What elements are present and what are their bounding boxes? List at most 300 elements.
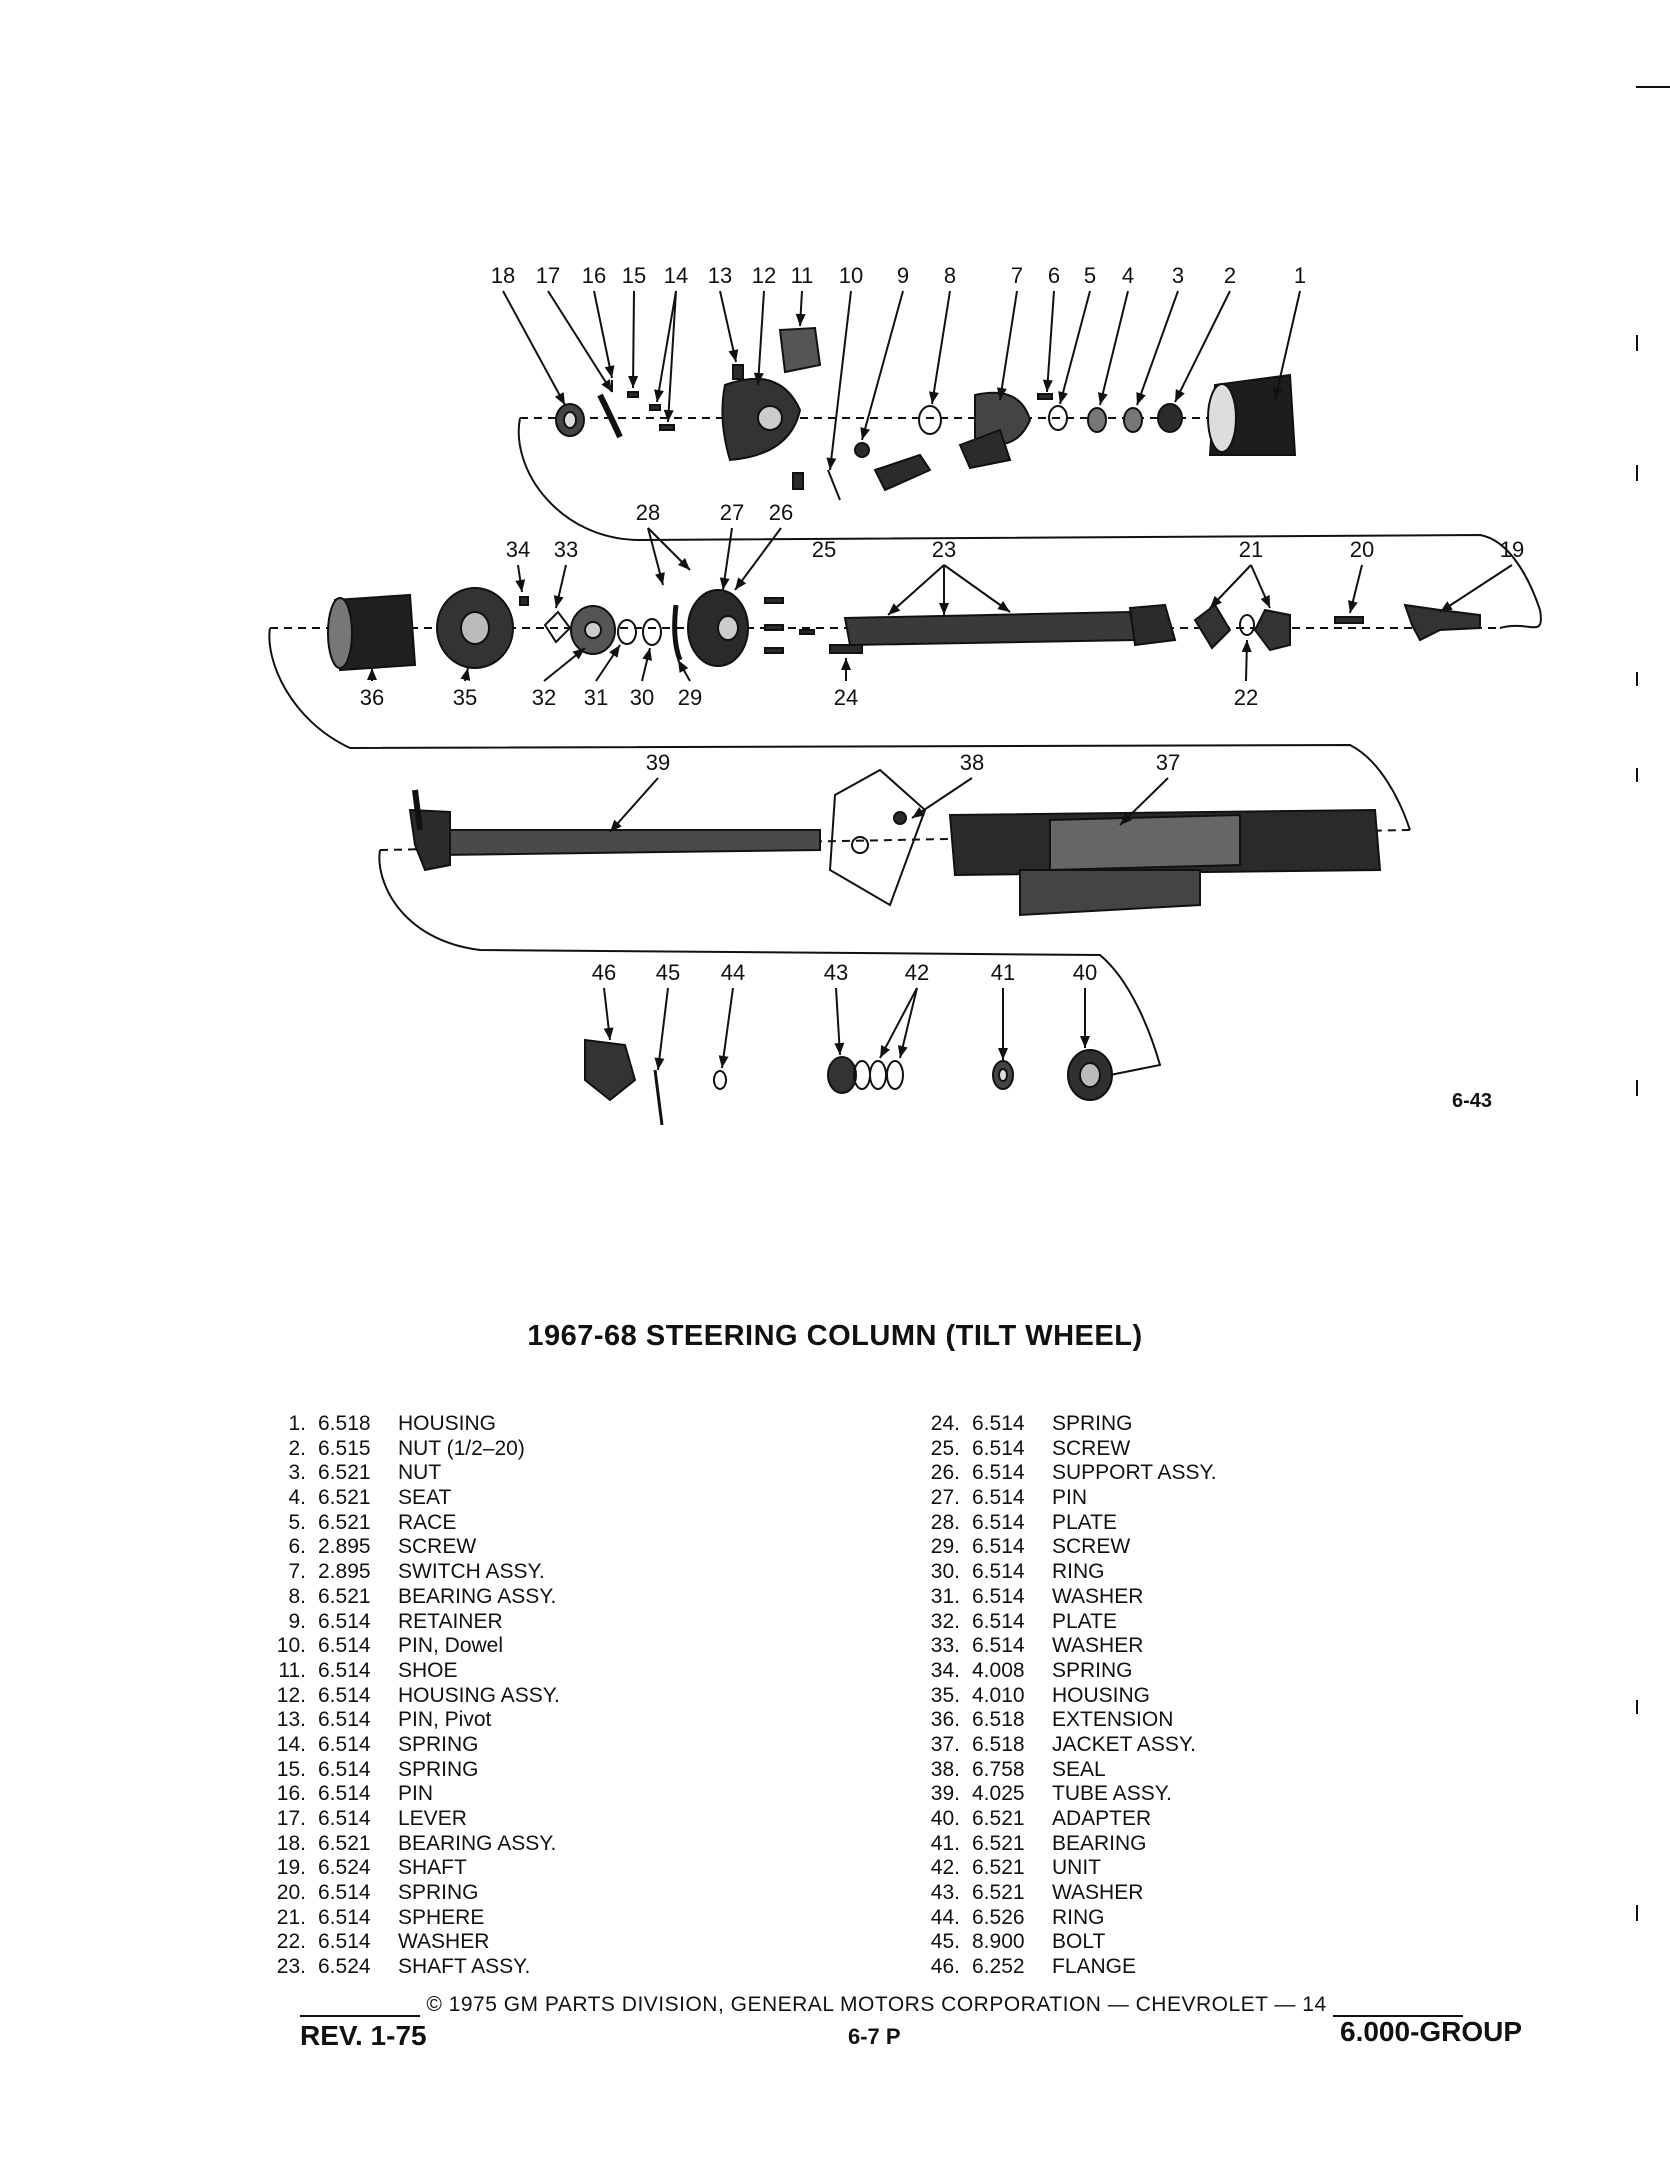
part-number: 40. <box>930 1807 960 1830</box>
part-20-spring <box>1335 617 1363 623</box>
part-group-code: 6.521 <box>318 1510 371 1534</box>
part-group-code: 6.514 <box>318 1708 371 1732</box>
part-24-spring <box>830 645 862 653</box>
figure-code: 6-43 <box>1452 1090 1493 1112</box>
callout-leader <box>758 291 764 385</box>
part-name: SPRING <box>398 1757 479 1781</box>
part-number: 1. <box>288 1412 306 1435</box>
part-name: RETAINER <box>398 1609 503 1633</box>
callout-leader <box>944 565 1010 612</box>
part-name: SPHERE <box>398 1905 485 1929</box>
part-41-bearing <box>993 1061 1013 1089</box>
part-number: 25. <box>930 1436 960 1460</box>
parts-list-row <box>916 1684 1217 1709</box>
part-6-screw <box>1038 394 1052 399</box>
parts-list-row <box>916 1486 1217 1511</box>
callout-arrowhead <box>939 603 949 615</box>
part-number: 28. <box>930 1510 960 1534</box>
part-number: 24. <box>930 1412 960 1435</box>
callout-arrowhead <box>929 391 939 404</box>
part-group-code: 6.514 <box>318 1683 371 1707</box>
part-name: HOUSING ASSY. <box>398 1683 560 1707</box>
revision-label: REV. 1-75 <box>300 2020 427 2051</box>
callout-leader <box>633 291 634 388</box>
parts-list-row <box>916 1634 1217 1659</box>
parts-list-row <box>916 1733 1217 1758</box>
callout-arrowhead <box>834 1043 844 1055</box>
callout-label: 45 <box>655 960 681 985</box>
callout-label: 41 <box>990 960 1016 985</box>
part-name: PIN <box>398 1782 434 1806</box>
callout-label: 35 <box>452 685 478 710</box>
part-7-switch <box>960 393 1030 468</box>
callout-leader <box>1060 291 1090 404</box>
part-name: WASHER <box>1052 1634 1144 1658</box>
part-34-spring <box>520 597 528 605</box>
callout-label: 3 <box>1171 263 1185 288</box>
callout-label: 7 <box>1010 263 1024 288</box>
callout-label: 25 <box>811 537 837 562</box>
callout-label: 13 <box>707 263 733 288</box>
part-number: 39. <box>930 1782 960 1806</box>
part-11-shoe <box>780 328 820 372</box>
part-number: 46. <box>930 1955 960 1979</box>
parts-list-row <box>916 1610 1217 1635</box>
part-group-code: 6.514 <box>972 1535 1025 1559</box>
part-group-code: 6.521 <box>318 1831 371 1855</box>
parts-list-row <box>916 1807 1217 1832</box>
part-number: 26. <box>930 1461 960 1485</box>
part-15-spring <box>628 392 638 397</box>
part-group-code: 6.758 <box>972 1757 1025 1781</box>
callout-label: 16 <box>581 263 607 288</box>
part-name: UNIT <box>1052 1856 1101 1880</box>
callout-arrowhead <box>460 668 470 681</box>
part-18-bearing <box>556 404 584 436</box>
part-group-code: 8.900 <box>972 1930 1025 1954</box>
part-number: 3. <box>288 1461 306 1485</box>
part-name: SCREW <box>398 1535 477 1559</box>
part-name: SEAL <box>1052 1757 1106 1781</box>
parts-list-row <box>262 1955 560 1980</box>
callout-leader <box>932 291 950 404</box>
part-group-code: 6.521 <box>318 1486 371 1510</box>
part-name: WASHER <box>398 1930 490 1954</box>
callout-label: 30 <box>629 685 655 710</box>
part-number: 45. <box>930 1930 960 1954</box>
part-group-code: 6.521 <box>972 1807 1025 1830</box>
callout-arrowhead <box>720 577 730 590</box>
edge-mark <box>1636 335 1638 351</box>
footer-copyright: © 1975 GM PARTS DIVISION, GENERAL MOTORS CORPORATION — CHEVROLET — 14 <box>426 1993 1327 2016</box>
callout-arrowhead <box>601 379 612 392</box>
callout-label: 33 <box>553 537 579 562</box>
callout-label: 11 <box>790 263 814 288</box>
callout-leader <box>862 291 903 440</box>
callout-arrowhead <box>609 645 620 658</box>
callout-label: 12 <box>751 263 777 288</box>
part-name: SPRING <box>398 1732 479 1756</box>
parts-list-row <box>262 1856 560 1881</box>
part-44-ring <box>714 1071 726 1089</box>
part-31-washer <box>618 620 636 644</box>
part-number: 7. <box>288 1560 306 1584</box>
parts-list-row <box>262 1437 560 1462</box>
part-35-housing <box>437 588 513 668</box>
parts-list-row <box>262 1881 560 1906</box>
part-9-retainer <box>855 443 930 490</box>
callout-label: 31 <box>583 685 609 710</box>
parts-list-row <box>262 1461 560 1486</box>
part-number: 27. <box>930 1486 960 1510</box>
callout-label: 32 <box>531 685 557 710</box>
callout-arrowhead <box>841 658 851 670</box>
callout-arrowhead <box>826 457 836 470</box>
part-group-code: 6.514 <box>972 1510 1025 1534</box>
part-group-code: 6.514 <box>972 1436 1025 1460</box>
callout-label: 42 <box>904 960 930 985</box>
parts-list-row <box>916 1906 1217 1931</box>
parts-list-row <box>916 1560 1217 1585</box>
edge-mark <box>1636 465 1638 481</box>
callout-arrowhead <box>1242 640 1252 652</box>
part-name: BOLT <box>1052 1930 1106 1954</box>
callout-label: 26 <box>768 500 794 525</box>
parts-list-row <box>262 1832 560 1857</box>
parts-list-row <box>262 1684 560 1709</box>
edge-mark <box>1636 672 1638 686</box>
callout-leader <box>1000 291 1017 400</box>
parts-list-row <box>262 1807 560 1832</box>
part-number: 31. <box>930 1584 960 1608</box>
part-group-code: 6.514 <box>972 1560 1025 1584</box>
parts-list-row <box>916 1881 1217 1906</box>
part-12-housing <box>722 379 800 460</box>
callout-arrowhead <box>1043 380 1053 392</box>
part-number: 15. <box>276 1757 306 1781</box>
part-group-code: 6.514 <box>318 1881 371 1905</box>
part-number: 12. <box>276 1683 306 1707</box>
part-name: TUBE ASSY. <box>1052 1782 1172 1806</box>
callout-arrowhead <box>1080 1036 1090 1048</box>
part-group-code: 6.524 <box>318 1955 371 1979</box>
part-number: 43. <box>930 1881 960 1905</box>
part-number: 36. <box>930 1708 960 1732</box>
group-label: 6.000-GROUP <box>1340 2016 1523 2047</box>
part-number: 23. <box>276 1955 306 1979</box>
callout-label: 1 <box>1293 263 1307 288</box>
callout-label: 4 <box>1121 263 1135 288</box>
part-number: 11. <box>278 1658 306 1682</box>
callout-arrowhead <box>515 579 525 592</box>
part-name: EXTENSION <box>1052 1708 1174 1732</box>
part-group-code: 6.524 <box>318 1856 371 1880</box>
part-45-bolt <box>655 1070 662 1125</box>
part-name: ADAPTER <box>1052 1807 1152 1830</box>
part-name: SHAFT ASSY. <box>398 1955 531 1979</box>
callout-label: 43 <box>823 960 849 985</box>
part-number: 8. <box>288 1584 306 1608</box>
callout-arrowhead <box>997 601 1010 612</box>
part-group-code: 4.025 <box>972 1782 1025 1806</box>
callout-arrowhead <box>654 389 664 402</box>
part-group-code: 2.895 <box>318 1535 371 1559</box>
part-name: SPRING <box>1052 1412 1133 1435</box>
part-28-plate <box>675 605 680 660</box>
callout-arrowhead <box>664 410 674 422</box>
parts-list-row <box>262 1930 560 1955</box>
part-group-code: 6.521 <box>972 1856 1025 1880</box>
callout-arrowhead <box>719 1055 729 1068</box>
callout-leader <box>1137 291 1178 405</box>
callout-label: 34 <box>505 537 531 562</box>
part-name: PIN <box>1052 1486 1088 1510</box>
part-number: 2. <box>288 1436 306 1460</box>
part-group-code: 6.521 <box>972 1881 1025 1905</box>
page-title: 1967-68 STEERING COLUMN (TILT WHEEL) <box>527 1320 1143 1352</box>
part-number: 18. <box>276 1831 306 1855</box>
part-group-code: 6.514 <box>318 1609 371 1633</box>
callout-arrowhead <box>367 668 377 680</box>
parts-list-row <box>262 1486 560 1511</box>
parts-list-row <box>916 1856 1217 1881</box>
parts-list-row <box>916 1511 1217 1536</box>
callout-label: 18 <box>490 263 516 288</box>
parts-list-row <box>916 1461 1217 1486</box>
part-43-washer <box>828 1057 856 1093</box>
footer-copyright-line <box>300 1993 1536 2017</box>
callout-label: 14 <box>663 263 689 288</box>
callout-arrowhead <box>898 1045 908 1058</box>
callout-label: 36 <box>359 685 385 710</box>
parts-list-row <box>262 1535 560 1560</box>
callout-leader <box>594 291 612 378</box>
callout-leader <box>503 291 565 405</box>
parts-list-row <box>916 1585 1217 1610</box>
callout-label: 8 <box>943 263 957 288</box>
part-name: BEARING <box>1052 1831 1147 1855</box>
callout-label: 39 <box>645 750 671 775</box>
part-group-code: 6.514 <box>318 1930 371 1954</box>
part-name: LEVER <box>398 1807 467 1830</box>
part-group-code: 6.514 <box>318 1658 371 1682</box>
part-17-lever <box>600 395 620 437</box>
part-8-bearing <box>919 406 941 434</box>
part-illustrations <box>328 328 1480 1125</box>
part-38-seal <box>830 770 925 905</box>
edge-mark <box>1636 1700 1638 1714</box>
part-name: RACE <box>398 1510 457 1534</box>
part-29-screws <box>765 598 783 653</box>
callout-arrowhead <box>654 1057 664 1070</box>
part-name: SUPPORT ASSY. <box>1052 1461 1217 1485</box>
part-name: PIN, Dowel <box>398 1634 504 1658</box>
part-name: HOUSING <box>1052 1683 1151 1707</box>
callout-leader <box>548 291 612 392</box>
part-42-unit <box>854 1061 903 1089</box>
part-group-code: 4.010 <box>972 1683 1025 1707</box>
callout-arrowhead <box>642 648 652 661</box>
part-3-nut <box>1124 408 1142 432</box>
part-name: WASHER <box>1052 1881 1144 1905</box>
parts-list-row <box>916 1758 1217 1783</box>
part-name: WASHER <box>1052 1584 1144 1608</box>
callout-label: 10 <box>838 263 864 288</box>
part-number: 37. <box>930 1732 960 1756</box>
parts-list-row <box>916 1535 1217 1560</box>
callout-label: 29 <box>677 685 703 710</box>
callout-leader <box>1047 291 1054 392</box>
part-name: SHAFT <box>398 1856 467 1880</box>
part-name: SCREW <box>1052 1436 1131 1460</box>
part-group-code: 6.514 <box>318 1634 371 1658</box>
part-group-code: 6.252 <box>972 1955 1025 1979</box>
part-2-nut <box>1158 404 1182 432</box>
part-group-code: 6.514 <box>972 1584 1025 1608</box>
callout-label: 20 <box>1349 537 1375 562</box>
part-number: 22. <box>276 1930 306 1954</box>
part-name: RING <box>1052 1905 1105 1929</box>
part-name: RING <box>1052 1560 1105 1584</box>
part-40-adapter <box>1068 1050 1112 1100</box>
part-name: SCREW <box>1052 1535 1131 1559</box>
part-10-pin <box>828 470 840 500</box>
callout-label: 44 <box>720 960 746 985</box>
parts-list-row <box>262 1585 560 1610</box>
part-group-code: 6.514 <box>318 1732 371 1756</box>
parts-list-row <box>916 1832 1217 1857</box>
part-group-code: 6.521 <box>318 1461 371 1485</box>
part-number: 14. <box>276 1732 306 1756</box>
part-number: 10. <box>276 1634 306 1658</box>
part-name: BEARING ASSY. <box>398 1831 557 1855</box>
parts-list-row <box>916 1955 1217 1980</box>
callout-label: 17 <box>535 263 561 288</box>
callout-label: 40 <box>1072 960 1098 985</box>
parts-list-row <box>916 1708 1217 1733</box>
parts-list-row <box>262 1412 560 1437</box>
part-number: 13. <box>276 1708 306 1732</box>
part-group-code: 6.514 <box>318 1807 371 1830</box>
callout-arrowhead <box>998 1048 1008 1060</box>
callout-leader <box>722 988 733 1068</box>
parts-list-row <box>916 1930 1217 1955</box>
part-30-ring <box>643 619 661 645</box>
part-number: 41. <box>930 1831 960 1855</box>
callout-leader <box>1440 565 1512 612</box>
parts-list-row <box>262 1659 560 1684</box>
part-group-code: 6.515 <box>318 1436 371 1460</box>
part-32-plate <box>571 606 615 654</box>
part-group-code: 6.514 <box>972 1486 1025 1510</box>
callout-label: 9 <box>896 263 910 288</box>
edge-mark <box>1636 768 1638 782</box>
part-number: 35. <box>930 1683 960 1707</box>
part-name: NUT (1/2–20) <box>398 1436 525 1460</box>
parts-list-row <box>262 1733 560 1758</box>
part-39-tube <box>410 790 820 870</box>
part-group-code: 6.514 <box>972 1412 1025 1435</box>
parts-list-row <box>916 1782 1217 1807</box>
part-25-screw <box>800 630 814 634</box>
part-number: 42. <box>930 1856 960 1880</box>
callout-label: 28 <box>635 500 661 525</box>
part-37-jacket <box>950 810 1380 915</box>
callout-label: 38 <box>959 750 985 775</box>
part-27-26-support <box>688 590 748 666</box>
parts-list-row <box>262 1610 560 1635</box>
callout-label: 19 <box>1499 537 1525 562</box>
part-name: PLATE <box>1052 1609 1117 1633</box>
part-name: FLANGE <box>1052 1955 1137 1979</box>
edge-mark <box>1636 1905 1638 1921</box>
part-4-seat <box>1088 408 1106 432</box>
callout-label: 22 <box>1233 685 1259 710</box>
callout-arrowhead <box>860 427 870 440</box>
part-group-code: 6.518 <box>972 1732 1025 1756</box>
part-name: NUT <box>398 1461 442 1485</box>
part-group-code: 6.518 <box>318 1412 371 1435</box>
callout-label: 46 <box>591 960 617 985</box>
parts-list-row <box>262 1782 560 1807</box>
part-number: 32. <box>930 1609 960 1633</box>
part-name: HOUSING <box>398 1412 497 1435</box>
edge-mark <box>1636 1080 1638 1096</box>
callout-label: 21 <box>1238 537 1264 562</box>
part-name: SHOE <box>398 1658 458 1682</box>
parts-list-row <box>916 1437 1217 1462</box>
part-group-code: 6.526 <box>972 1905 1025 1929</box>
part-36-extension <box>328 595 415 670</box>
callout-leader <box>1100 291 1128 405</box>
part-number: 21. <box>276 1905 306 1929</box>
part-group-code: 2.895 <box>318 1560 371 1584</box>
part-name: SEAT <box>398 1486 452 1510</box>
part-name: SWITCH ASSY. <box>398 1560 545 1584</box>
callout-label: 37 <box>1155 750 1181 775</box>
part-number: 6. <box>288 1535 306 1559</box>
parts-list-row <box>262 1511 560 1536</box>
part-number: 44. <box>930 1905 960 1929</box>
parts-list-left <box>262 1412 560 1980</box>
callout-arrowhead <box>628 376 638 388</box>
callout-label: 24 <box>833 685 859 710</box>
parts-list-right <box>916 1412 1217 1980</box>
callout-label: 6 <box>1047 263 1061 288</box>
parts-list-row <box>262 1708 560 1733</box>
part-name: PLATE <box>1052 1510 1117 1534</box>
part-group-code: 6.514 <box>972 1609 1025 1633</box>
part-1-housing <box>1208 375 1295 455</box>
callout-arrowhead <box>604 1028 614 1040</box>
part-number: 17. <box>276 1807 306 1830</box>
callout-leader <box>830 291 851 470</box>
part-name: SPRING <box>1052 1658 1133 1682</box>
callout-arrowhead <box>735 577 746 590</box>
part-number: 38. <box>930 1757 960 1781</box>
part-group-code: 6.514 <box>318 1782 371 1806</box>
part-number: 16. <box>276 1782 306 1806</box>
part-number: 30. <box>930 1560 960 1584</box>
parts-list-row <box>262 1560 560 1585</box>
part-group-code: 4.008 <box>972 1658 1025 1682</box>
part-number: 9. <box>288 1609 306 1633</box>
parts-list-row <box>262 1758 560 1783</box>
callout-arrowhead <box>605 365 615 378</box>
part-number: 5. <box>288 1510 306 1534</box>
part-group-code: 6.514 <box>972 1461 1025 1485</box>
callout-label: 2 <box>1223 263 1237 288</box>
